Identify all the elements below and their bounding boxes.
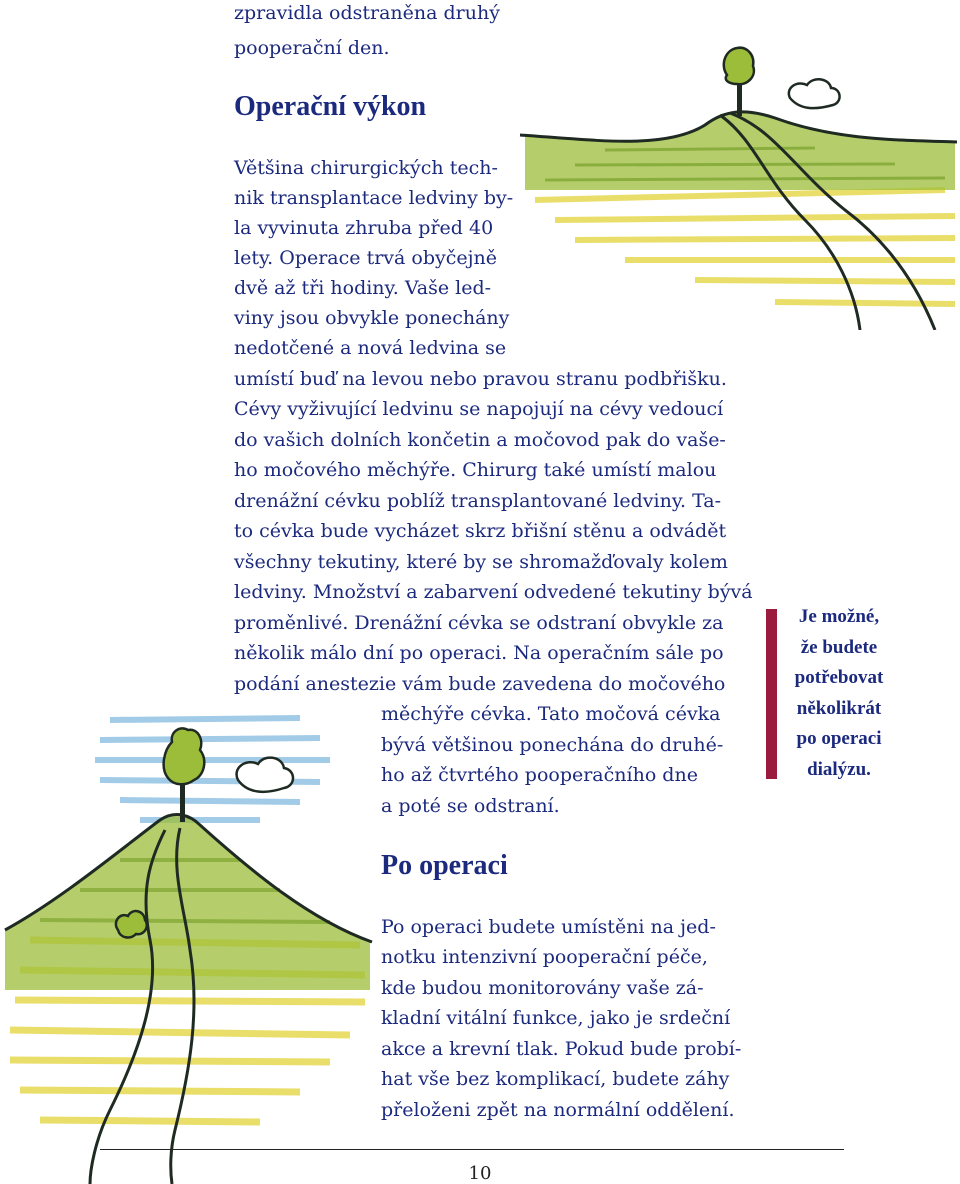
sidebar-line: po operaci — [796, 728, 882, 749]
body-line: Většina chirurgických tech- — [234, 157, 498, 179]
body-line: to cévka bude vycházet skrz břišní stěnu a odvádět — [234, 520, 727, 542]
body-line: bývá většinou ponechána do druhé- — [381, 734, 724, 756]
body-line: drenážní cévku poblíž transplantované ledviny. Ta- — [234, 490, 722, 512]
body-line: ho močového měchýře. Chirurg také umístí malou — [234, 459, 717, 481]
sidebar-line: Je možné, — [798, 606, 880, 627]
body-line: ledviny. Množství a zabarvení odvedené tekutiny bývá — [234, 581, 753, 603]
body-line: Po operaci budete umístěni na jed- — [381, 916, 716, 938]
body-line: notku intenzivní pooperační péče, — [381, 946, 708, 968]
hill-illustration-bottom-left — [0, 690, 375, 1184]
body-line: viny jsou obvykle ponechány — [234, 307, 510, 329]
body-line: hat vše bez komplikací, budete záhy — [381, 1068, 730, 1090]
body-line: nedotčené a nová ledvina se — [234, 337, 507, 359]
section-heading-po-operaci: Po operaci — [381, 850, 508, 881]
sidebar-line: že budete — [800, 637, 878, 658]
body-line: ho až čtvrtého pooperačního dne — [381, 764, 698, 786]
body-line: akce a krevní tlak. Pokud bude probí- — [381, 1038, 742, 1060]
section-heading-operacni-vykon: Operační výkon — [234, 91, 427, 122]
body-line: kladní vitální funkce, jako je srdeční — [381, 1007, 731, 1029]
intro-line: pooperační den. — [234, 37, 390, 59]
body-line: do vašich dolních končetin a močovod pak do vaše- — [234, 429, 726, 451]
intro-line: zpravidla odstraněna druhý — [234, 2, 500, 24]
body-line: měchýře cévka. Tato močová cévka — [381, 703, 721, 725]
body-line: a poté se odstraní. — [381, 795, 560, 817]
body-line: všechny tekutiny, které by se shromažďovaly kolem — [234, 551, 728, 573]
body-line: přeloženi zpět na normální oddělení. — [381, 1099, 735, 1121]
hill-illustration-top-right — [515, 40, 960, 330]
footer-rule — [100, 1149, 844, 1150]
sidebar-accent-bar — [766, 609, 777, 779]
body-line: dvě až tři hodiny. Vaše led- — [234, 277, 492, 299]
body-line: nik transplantace ledviny by- — [234, 187, 514, 209]
body-line: la vyvinuta zhruba před 40 — [234, 217, 494, 239]
body-line: podání anestezie vám bude zavedena do močového — [234, 673, 726, 695]
sidebar-line: několikrát — [796, 698, 882, 719]
sidebar-line: potřebovat — [794, 667, 884, 688]
sidebar-line: dialýzu. — [807, 759, 871, 780]
body-line: proměnlivé. Drenážní cévka se odstraní obvykle za — [234, 612, 724, 634]
body-line: Cévy vyživující ledvinu se napojují na cévy vedoucí — [234, 398, 724, 420]
body-line: lety. Operace trvá obyčejně — [234, 247, 497, 269]
body-line: několik málo dní po operaci. Na operačním sále po — [234, 642, 724, 664]
body-line: umístí buď na levou nebo pravou stranu podbřišku. — [234, 368, 727, 390]
body-line: kde budou monitorovány vaše zá- — [381, 977, 704, 999]
page-number: 10 — [468, 1163, 492, 1184]
